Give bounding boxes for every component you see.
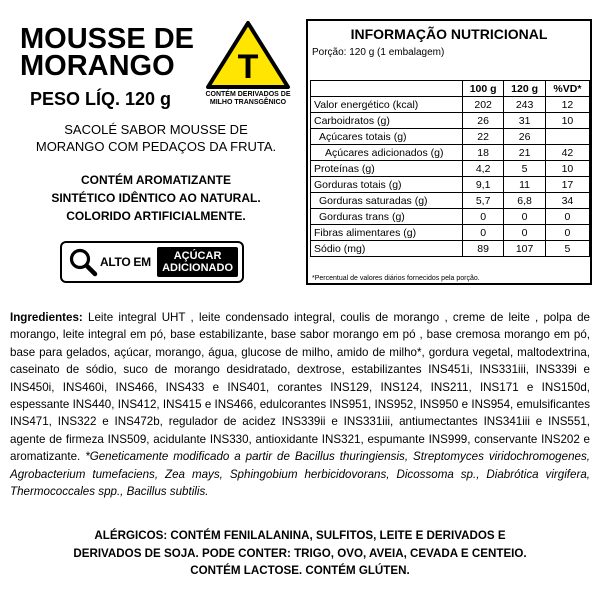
value-100g: 18 [462,145,503,161]
value-120g: 5 [504,161,545,177]
nutrient-label: Açúcares adicionados (g) [311,145,463,161]
table-row [311,145,590,161]
value-100g: 0 [462,209,503,225]
ingredients-paragraph [10,309,590,500]
value-dv: 10 [545,113,589,129]
header-100g: 100 g [462,81,503,97]
value-dv: 12 [545,97,589,113]
transgenic-triangle-icon [205,20,291,90]
ingredients-text: Leite integral UHT , leite condensado integral, coulis de morango , creme de leite , polpa de morango, leite integral em pó, base estabilizante, base sabor morango em pó , base cremosa morango em pó, base para gelados, açúcar, morango, água, glucose de milho, amido de milho*, gordura vegetal, maltodextrina, caseinato de sódio, suco de morango desidratado, dextrose, estabilizantes INS451i, INS331iii, INS339i e INS450i, INS460i, INS466, INS433 e INS401, corantes INS129, INS124, INS211, INS171 e INS150d, espessante INS440, INS412, INS415 e INS466, edulcorantes INS951, INS952, INS950 e INS954, emulsificantes INS471, INS322 e INS472b, regulador de acidez INS339ii e INS331iii, antiumectantes INS341iii e INS551, agente de firmeza INS509, acidulante INS330, antioxidante INS321, espumante INS999, conservante INS202 e aromatizante. [10,311,590,464]
allergen-line2: DERIVADOS DE SOJA. PODE CONTER: TRIGO, OVO, AVEIA, CEVADA E CENTEIO. [73,546,527,560]
value-100g: 9,1 [462,177,503,193]
seal-item-line1: AÇÚCAR [173,250,222,262]
portion-size: Porção: 120 g (1 embalagem) [312,47,445,58]
product-description [20,121,292,155]
value-100g: 202 [462,97,503,113]
table-row [311,161,590,177]
gmo-caption [196,91,300,107]
table-row [311,209,590,225]
nutrition-table [310,80,590,257]
value-120g: 31 [504,113,545,129]
gmo-letter: T [237,48,259,86]
nutrient-label: Valor energético (kcal) [311,97,463,113]
header-daily-value: %VD* [545,81,589,97]
seal-added-sugar [157,247,238,277]
product-title-line2: MORANGO [20,50,175,82]
warning-line3: COLORIDO ARTIFICIALMENTE. [66,209,246,223]
header-nutrient [311,81,463,97]
nutrient-label: Fibras alimentares (g) [311,225,463,241]
nutrient-label: Açúcares totais (g) [311,129,463,145]
nutrient-label: Gorduras trans (g) [311,209,463,225]
net-weight: PESO LÍQ. 120 g [30,89,172,109]
value-120g: 0 [504,225,545,241]
value-dv: 17 [545,177,589,193]
value-120g: 21 [504,145,545,161]
product-title-line1: MOUSSE DE [20,23,195,55]
nutrition-header-row [311,81,590,97]
transgenic-symbol [196,20,300,107]
warning-line2: SINTÉTICO IDÊNTICO AO NATURAL. [51,191,261,205]
allergen-statement [10,527,590,580]
magnifier-icon [68,247,98,277]
value-dv: 0 [545,209,589,225]
nutrition-footnote: *Percentual de valores diários fornecidos pela porção. [312,275,480,282]
header-120g: 120 g [504,81,545,97]
gmo-caption-line2: MILHO TRANSGÊNICO [209,99,287,106]
product-title [20,23,195,82]
flavoring-warning [20,171,292,225]
nutrient-label: Carboidratos (g) [311,113,463,129]
seal-high-label: ALTO EM [100,255,151,269]
nutrition-facts-panel [306,19,592,285]
value-120g: 243 [504,97,545,113]
value-100g: 4,2 [462,161,503,177]
warning-line1: CONTÉM AROMATIZANTE [81,173,231,187]
value-dv [545,129,589,145]
nutrient-label: Proteínas (g) [311,161,463,177]
value-120g: 26 [504,129,545,145]
value-dv: 42 [545,145,589,161]
table-row [311,241,590,257]
nutrient-label: Gorduras saturadas (g) [311,193,463,209]
table-row [311,97,590,113]
value-dv: 34 [545,193,589,209]
table-row [311,129,590,145]
allergen-line3: CONTÉM LACTOSE. CONTÉM GLÚTEN. [190,564,410,577]
value-dv: 0 [545,225,589,241]
value-120g: 6,8 [504,193,545,209]
ingredients-label: Ingredientes: [10,311,83,324]
table-row [311,193,590,209]
value-dv: 10 [545,161,589,177]
seal-item-line2: ADICIONADO [162,262,233,274]
allergen-line1: ALÉRGICOS: CONTÉM FENILALANINA, SULFITOS, LEITE E DERIVADOS E [94,529,506,542]
value-120g: 0 [504,209,545,225]
value-100g: 5,7 [462,193,503,209]
table-row [311,225,590,241]
value-100g: 22 [462,129,503,145]
value-100g: 89 [462,241,503,257]
table-row [311,177,590,193]
value-dv: 5 [545,241,589,257]
description-line2: MORANGO COM PEDAÇOS DA FRUTA. [35,139,277,154]
gmo-caption-line1: CONTÉM DERIVADOS DE [205,91,291,98]
gmo-origin-note: *Geneticamente modificado a partir de Bacillus thuringiensis, Streptomyces viridochromogenes, Agrobacterium tumefaciens, Zea mays, Sphingobium herbicidovorans, Dicossoma sp., Diabrótica virgifera, Thermococcales spp., Bacillus subtilis. [10,450,590,499]
description-line1: SACOLÉ SABOR MOUSSE DE [64,122,248,137]
value-100g: 26 [462,113,503,129]
value-100g: 0 [462,225,503,241]
front-warning-seal [60,241,244,283]
table-row [311,113,590,129]
nutrient-label: Gorduras totais (g) [311,177,463,193]
nutrition-title: INFORMAÇÃO NUTRICIONAL [350,26,548,42]
value-120g: 11 [504,177,545,193]
value-120g: 107 [504,241,545,257]
nutrient-label: Sódio (mg) [311,241,463,257]
